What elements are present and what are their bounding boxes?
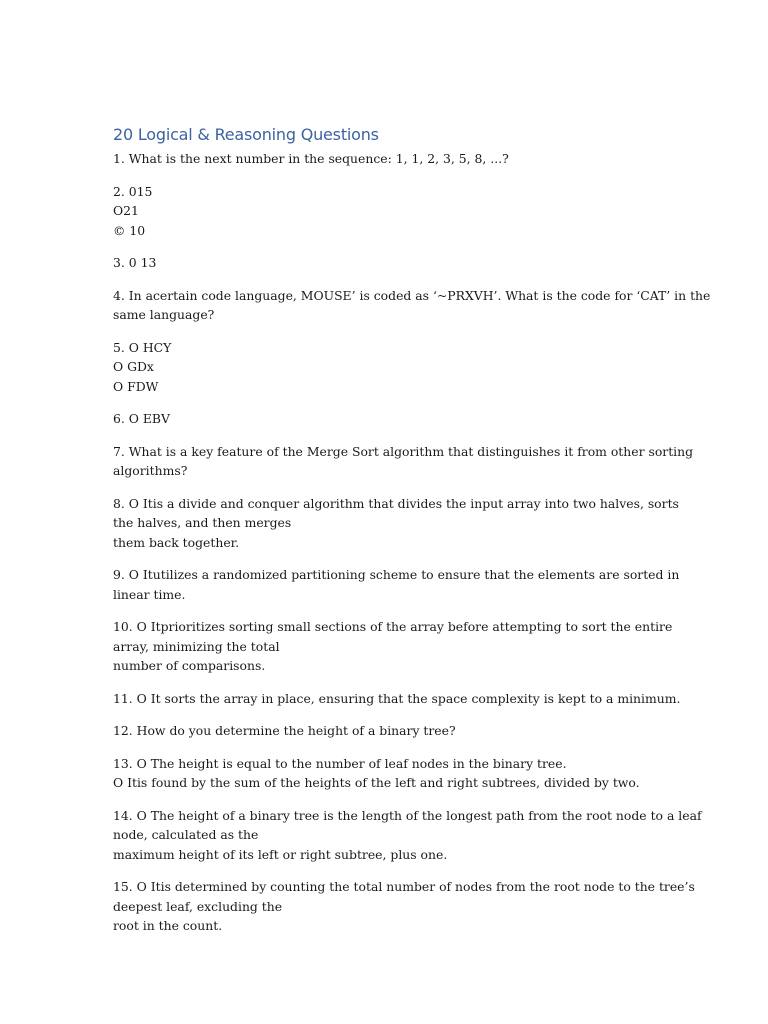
paragraph-line: © 10 xyxy=(113,222,146,238)
paragraph-line: root in the count. xyxy=(113,918,223,933)
paragraph-line: 8. O Itis a divide and conquer algorithm that divides the input array into two halves, sorts xyxy=(113,495,679,511)
paragraph-line: 5. O HCY xyxy=(113,339,172,355)
question-paragraph xyxy=(113,338,658,397)
paragraph-line: maximum height of its left or right subtree, plus one. xyxy=(113,846,448,862)
paragraph-line: 11. O It sorts the array in place, ensuring that the space complexity is kept to a minimum. xyxy=(113,690,681,706)
paragraph-line: deepest leaf, excluding the xyxy=(113,898,283,914)
paragraph-line: them back together. xyxy=(113,534,240,550)
paragraph-line: O21 xyxy=(113,203,139,218)
question-paragraph xyxy=(113,617,673,676)
paragraph-line: 3. 0 13 xyxy=(113,255,157,270)
paragraph-line: array, minimizing the total xyxy=(113,638,280,654)
question-paragraph xyxy=(113,806,702,865)
paragraph-line: 4. In acertain code language, MOUSE’ is coded as ‘~PRXVH’. What is the code for ‘CAT’ in the xyxy=(113,287,711,303)
paragraph-line: 7. What is a key feature of the Merge Sort algorithm that distinguishes it from other sorting xyxy=(113,443,694,459)
question-paragraph xyxy=(113,442,694,481)
paragraph-line: 12. How do you determine the height of a binary tree? xyxy=(113,723,456,738)
question-paragraph xyxy=(113,689,681,709)
question-paragraph xyxy=(113,754,658,793)
paragraph-line: O GDx xyxy=(113,359,154,374)
paragraph-line: O FDW xyxy=(113,378,159,394)
paragraph-line: 10. O Itprioritizes sorting small sections of the array before attempting to sort the entire xyxy=(113,619,673,634)
paragraph-line: linear time. xyxy=(113,586,186,602)
paragraph-line: algorithms? xyxy=(113,463,188,478)
question-paragraph xyxy=(113,286,711,325)
paragraph-line: 1. What is the next number in the sequence: 1, 1, 2, 3, 5, 8, ...? xyxy=(113,151,509,166)
question-paragraph xyxy=(113,253,658,273)
paragraph-line: 2. 015 xyxy=(113,183,153,199)
paragraph-line: number of comparisons. xyxy=(113,658,266,673)
question-paragraph xyxy=(113,494,679,553)
paragraph-line: node, calculated as the xyxy=(113,827,259,842)
paragraph-line: 15. O Itis determined by counting the total number of nodes from the root node to the tree’s xyxy=(113,879,695,894)
paragraph-line: the halves, and then merges xyxy=(113,515,292,530)
paragraph-line: O Itis found by the sum of the heights of the left and right subtrees, divided by two. xyxy=(113,775,640,790)
paragraph-line: 13. O The height is equal to the number of leaf nodes in the binary tree. xyxy=(113,755,567,771)
document-page xyxy=(113,124,711,949)
paragraph-list xyxy=(113,149,711,936)
question-paragraph xyxy=(113,182,658,241)
question-paragraph xyxy=(113,877,695,936)
question-paragraph xyxy=(113,149,658,169)
paragraph-line: 6. O EBV xyxy=(113,411,170,426)
question-paragraph xyxy=(113,721,658,741)
paragraph-line: 9. O Itutilizes a randomized partitioning scheme to ensure that the elements are sorted in xyxy=(113,567,680,582)
question-paragraph xyxy=(113,565,680,604)
document-title: 20 Logical & Reasoning Questions xyxy=(113,125,379,144)
question-paragraph xyxy=(113,409,658,429)
paragraph-line: 14. O The height of a binary tree is the length of the longest path from the root node to a leaf xyxy=(113,807,702,823)
paragraph-line: same language? xyxy=(113,307,215,322)
